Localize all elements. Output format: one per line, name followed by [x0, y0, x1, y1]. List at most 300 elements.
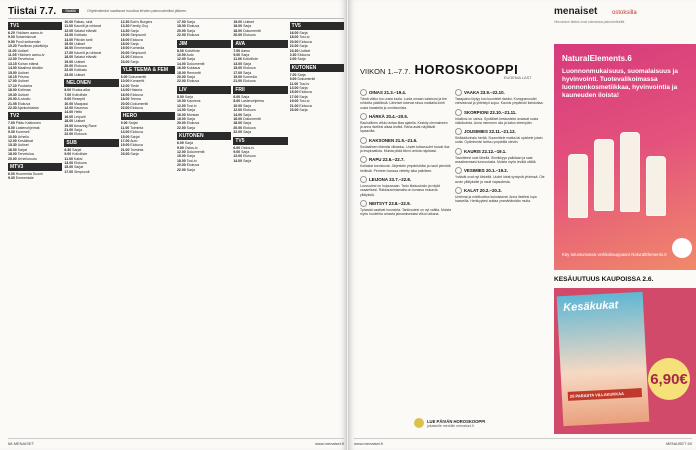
program-time: 13.00 — [64, 33, 74, 38]
zodiac-sign-heading — [455, 89, 546, 96]
zodiac-icon — [360, 113, 367, 120]
zodiac-sign-text: Unelmat ja mielikuvitus kukoistavat. Anna itsellesi lupa haaveilla. Herkkyytesi auttaa ymmärtämään muita. — [455, 194, 537, 204]
program-time: 14.00 — [120, 88, 130, 93]
channel-heading: YLE TEEMA & FEM — [121, 66, 175, 74]
zodiac-icon — [455, 109, 462, 116]
program-entry — [290, 108, 344, 112]
program-title: Elokuva — [297, 53, 310, 58]
right-footer — [354, 438, 692, 446]
zodiac-sign-text: Kotiasiat korostuvat. Järjestele ympäristöäsi ja nauti pienistä hetkistä. Perheen kanssa vietetty aika palkitsee. — [360, 164, 451, 173]
program-title: Toiminta — [130, 147, 144, 152]
program-time: 20.00 — [176, 75, 186, 80]
program-title: Sarja — [186, 116, 195, 121]
program-title: Sarja — [186, 108, 195, 113]
program-entry — [290, 57, 344, 61]
zodiac-sign-heading — [455, 187, 546, 194]
ad-headline: Luonnonmukaisuus, suomalaisuus ja hyvinvointi. Tuotevalikoimassa luonnonkosmetiikkaa, hyvinvointia ja kauneuden iloista! — [562, 68, 678, 99]
program-time: 20.00 — [120, 101, 130, 106]
program-time: 6.00 — [176, 141, 184, 146]
program-title: Komedia — [243, 75, 257, 80]
program-time: 20.00 — [233, 125, 243, 130]
program-title: Teema — [130, 97, 141, 102]
program-time: 19.00 — [233, 75, 243, 80]
program-title: Kotiviihde — [72, 152, 88, 157]
zodiac-icon — [455, 167, 462, 174]
week-label: VIIKON 1.–7.7. — [360, 67, 411, 76]
program-title: Amazing Race — [73, 123, 97, 128]
zodiac-sign-heading — [360, 200, 451, 207]
program-time: 21.00 — [120, 147, 130, 152]
zodiac-sign-name: RAPU 22.6.–22.7. — [369, 157, 405, 163]
program-time: 23.00 — [289, 108, 299, 113]
program-title: Sarja — [243, 24, 252, 29]
program-time: 10.00 — [8, 134, 17, 139]
channel-heading: JIM — [177, 40, 231, 48]
program-title: Elokuva — [243, 79, 256, 84]
program-title: Sarjat — [74, 165, 84, 170]
program-time: 16.00 — [176, 112, 186, 117]
program-title: Elokuva — [243, 66, 256, 71]
program-time: 20.00 — [120, 50, 130, 55]
listing-column — [177, 20, 231, 436]
program-title: Elokuva — [17, 101, 31, 106]
program-time: 16.00 — [176, 66, 186, 71]
price-badge: 6,90€ — [648, 358, 690, 400]
program-title: Tosi-tv — [299, 99, 310, 104]
program-title: Sarjat — [17, 147, 27, 152]
program-title: Kotiviihde — [242, 57, 259, 62]
program-time: 20.00 — [233, 33, 243, 38]
program-time: 20.00 — [8, 97, 17, 102]
program-time: 15.00 — [176, 154, 186, 159]
program-time: 23.30 — [289, 48, 299, 53]
zodiac-sign-heading — [360, 113, 451, 120]
horoscope-title: HOROSKOOPPI — [414, 62, 519, 77]
program-title: Auto — [186, 53, 194, 58]
program-time: 12.00 — [176, 57, 186, 62]
program-title: Elokuva — [299, 90, 312, 95]
program-time: 22.00 — [233, 130, 243, 135]
program-title: Uutiset — [74, 72, 85, 77]
program-title: Elokuva — [299, 103, 312, 108]
magazine-cover — [557, 292, 650, 426]
program-time: 6.00 — [64, 88, 72, 93]
page-title: Tiistai 7.7. — [8, 5, 57, 17]
program-time: 15.00 — [120, 33, 130, 38]
program-title: Kauniit ja rohkeat — [74, 50, 102, 55]
program-title: Elokuva — [186, 163, 200, 168]
program-time: 6.00 — [233, 145, 241, 150]
program-time: 22.00 — [289, 44, 299, 49]
program-time: 8.00 — [176, 48, 184, 53]
program-title: Kotiviihde — [184, 48, 200, 53]
program-title: Dokumentti — [243, 28, 261, 33]
program-title: Sarja — [241, 53, 250, 58]
program-title: Lastenohjelma — [241, 99, 264, 104]
shopping-column — [550, 0, 696, 440]
program-time: 6.30 — [64, 147, 72, 152]
program-entry — [177, 79, 231, 83]
listing-disclaimer: Ohjelmatiedot saattavat muuttua lehden painovalmiiksi jälkeen. — [86, 9, 188, 13]
program-title: Sarja — [130, 42, 139, 47]
horoscope-footer — [414, 418, 485, 428]
program-title: Elokuva — [130, 130, 143, 135]
program-title: Ostos-tv — [184, 145, 198, 150]
horoscope-columns — [360, 86, 546, 416]
program-title: Kesäkisat — [17, 138, 33, 143]
magazine-url: www.menaiset.fi — [315, 441, 344, 446]
program-title: Sarja — [243, 121, 252, 126]
program-time: 21.00 — [64, 127, 74, 132]
listing-columns — [8, 20, 344, 436]
program-entry — [8, 176, 62, 180]
program-title: Salatut elämät — [74, 55, 97, 60]
program-time: 9.00 — [64, 152, 72, 157]
program-time: 16.00 — [289, 31, 299, 35]
program-title: Uutiset — [17, 48, 29, 53]
program-title: Puutarha — [17, 83, 32, 88]
program-time: 22.00 — [176, 125, 186, 130]
kesakukat-ad — [554, 288, 696, 434]
program-time: 21.00 — [120, 55, 130, 60]
program-time: 14.00 — [64, 37, 74, 42]
program-title: Simpsonit — [130, 50, 146, 55]
program-title: Sarja — [243, 158, 252, 163]
horoscope-header — [360, 62, 546, 77]
brand-logo: menaiset — [554, 6, 598, 17]
bottle-image — [620, 132, 640, 212]
bottle-image — [646, 156, 666, 216]
program-time: 9.00 — [289, 77, 297, 82]
zodiac-sign-heading — [360, 156, 451, 163]
program-time: 18.00 — [120, 42, 130, 47]
daily-horoscope-title: LUE PÄIVÄN HOROSKOOPPI — [427, 418, 486, 424]
zodiac-sign-text: Intuitiosi on vahva. Syvälliset keskustelut avaavat uusia näkökulmia. Anna menneen olla ja katso eteenpäin. — [455, 116, 539, 125]
program-title: Emmerdale — [74, 46, 92, 51]
program-title: Sarja — [186, 125, 195, 130]
program-time: 15.00 — [8, 70, 17, 75]
program-title: Dokumentti — [297, 77, 316, 82]
program-title: Emmerdale — [15, 176, 34, 181]
brand-tag: ostoksilla — [612, 10, 637, 16]
program-time: 17.00 — [233, 70, 243, 75]
program-time: 13.00 — [64, 160, 74, 165]
program-title: Toiminta — [130, 125, 144, 130]
program-time: 17.00 — [289, 94, 299, 99]
program-title: Sarja — [186, 167, 195, 172]
channel-heading: TV5 — [290, 22, 344, 30]
zodiac-sign-text: Rauhallinen viikko antaa tilaa ajatella. Keskity olennaiseen ja anna itsellesi aikaa levätä. Raha-asiat näyttävät lupaavilta. — [360, 120, 448, 134]
program-title: Sarja — [184, 94, 193, 99]
program-title: Uutiset — [74, 59, 85, 64]
zodiac-sign-name: VESIMIES 20.1.–19.2. — [464, 168, 508, 174]
program-title: Tervetuloa — [17, 152, 34, 157]
program-title: Remontti — [186, 70, 201, 75]
program-time: 23.00 — [64, 72, 74, 77]
program-title: Uutiset — [74, 42, 85, 47]
program-time: 16.15 — [8, 75, 17, 80]
program-time: 10.00 — [176, 53, 186, 58]
program-title: Dokumentti — [186, 61, 205, 66]
program-time: 10.00 — [120, 79, 130, 84]
program-title: Elokuva — [186, 79, 200, 84]
program-time: 9.00 — [8, 35, 15, 40]
program-time: 20.00 — [289, 39, 299, 44]
program-time: 23.00 — [120, 152, 130, 157]
program-time: 14.00 — [176, 108, 186, 113]
program-title: Uutiset — [17, 92, 29, 97]
natural-elements-ad — [554, 44, 696, 270]
program-time: 2.00 — [289, 57, 297, 62]
program-title: Sarja — [243, 70, 252, 75]
zodiac-sign-text: Tavoitteesi ovat lähellä. Sinnikkyys palkitaan ja saat ansaitsemaasi tunnustusta. Muista myös levätä välillä. — [455, 155, 537, 165]
program-title: Ykkösen aamu-tv — [15, 31, 43, 35]
program-title: Elokuva — [186, 121, 200, 126]
program-title: Sotaelokuvat — [15, 35, 37, 40]
program-title: Sarja — [299, 108, 308, 113]
program-title: Sarja — [241, 94, 250, 99]
zodiac-sign-heading — [360, 89, 451, 96]
program-title: Family Guy — [130, 24, 149, 29]
program-time: 14.00 — [8, 66, 17, 71]
program-time: 9.00 — [176, 145, 184, 150]
program-title: Kokkaus — [186, 66, 201, 71]
horoscope-column — [360, 86, 451, 416]
program-title: Konsertti — [130, 79, 145, 84]
zodiac-sign-text: Seikkailunhalu herää. Suunnittele matka tai opiskele jotain uutta. Optimismisi tarttuu ympärillä oleviin. — [455, 136, 543, 145]
program-time: 9.50 — [8, 39, 15, 44]
program-entry — [177, 126, 231, 130]
listing-column — [64, 20, 118, 436]
program-time: 11.00 — [64, 156, 73, 161]
program-title: Morsian — [186, 112, 200, 117]
program-title: Urheiluruutu — [17, 156, 37, 161]
program-time: 6.00 — [8, 171, 15, 176]
magazine-name: MENAISET — [13, 441, 35, 446]
program-time: 12.30 — [120, 20, 130, 24]
brand-disclaimer: Hinnaston tiedot ovat voimassa painohetkellä. — [554, 20, 626, 24]
program-title: Leipurit — [74, 114, 86, 119]
program-title: Sarja — [297, 72, 306, 77]
program-title: Elokuva — [130, 37, 143, 42]
zodiac-sign-heading — [360, 137, 451, 144]
program-title: Sarja — [299, 44, 308, 49]
program-time: 21.05 — [8, 101, 17, 106]
program-time: 9.30 — [8, 130, 15, 135]
channel-heading: TV5 — [233, 137, 287, 145]
zodiac-sign-name: LEIJONA 23.7.–22.8. — [369, 176, 412, 182]
program-time: 22.00 — [120, 105, 130, 110]
zodiac-icon — [360, 176, 367, 183]
program-title: Elokuva — [130, 143, 143, 148]
program-time: 7.00 — [64, 92, 72, 97]
zodiac-sign-text: Tämä viikko tuo uusia tuulia. Luota omaan vaistoosi ja tee rohkeita päätöksiä. Läheiset tukevat sinua matkalla kohti uusia haasteita ja onnistumisia. — [360, 97, 447, 110]
channel-heading: TV2 — [8, 112, 62, 120]
program-time: 14.30 — [120, 28, 130, 33]
program-time: 12.00 — [233, 154, 243, 159]
program-title: Pauliinan päiväkirja — [17, 44, 48, 49]
program-time: 9.30 — [8, 176, 15, 181]
page-number: 68 — [8, 441, 13, 446]
channel-heading: KUTONEN — [177, 132, 231, 140]
program-title: Sarja — [186, 20, 195, 24]
program-time: 12.00 — [176, 149, 186, 154]
horoscope-section — [354, 0, 544, 450]
program-time: 12.00 — [64, 105, 74, 110]
program-time: 22.30 — [8, 105, 17, 110]
program-time: 13.30 — [120, 24, 130, 29]
program-entry — [233, 33, 287, 37]
program-time: 20.00 — [176, 121, 186, 126]
program-time: 18.00 — [176, 158, 186, 163]
program-time: 9.00 — [120, 121, 128, 126]
listing-column — [8, 20, 62, 436]
program-time: 19.30 — [8, 92, 17, 97]
channel-heading: NELONEN — [64, 79, 118, 87]
program-title: Tosi-tv — [186, 103, 197, 108]
zodiac-icon — [360, 137, 367, 144]
program-time: 18.00 — [176, 70, 186, 75]
program-time: 8.00 — [233, 99, 241, 104]
program-title: Päivän tunti — [74, 37, 93, 42]
program-entry — [121, 106, 175, 110]
program-title: Uutiset — [17, 79, 29, 84]
program-title: Prisma — [17, 75, 29, 80]
program-title: Kaksi — [73, 156, 83, 161]
program-time: 20.00 — [176, 163, 186, 168]
program-time: 17.00 — [64, 169, 74, 174]
program-time: 7.00 — [233, 48, 241, 53]
sun-icon — [414, 418, 424, 428]
program-time: 8.00 — [8, 125, 15, 130]
program-time: 18.00 — [233, 121, 243, 126]
zodiac-icon — [360, 156, 367, 163]
program-time: 11.00 — [289, 81, 299, 86]
channel-heading: MTV3 — [8, 163, 62, 171]
zodiac-sign-name: VAAKA 23.9.–22.10. — [464, 90, 505, 95]
zodiac-sign-text: Sosiaalinen elämäsi vilkastuu. Uudet tuttavuudet tuovat iloa ja inspiraatiota. Muista pitää kiinni omista rajoistasi. — [360, 144, 450, 154]
program-time: 15.00 — [233, 66, 243, 71]
program-title: Bob's Burgers — [130, 20, 153, 24]
sale-title: KESÄUUTUUS KAUPOISSA 2.6. — [554, 276, 654, 283]
program-title: Elokuva — [74, 64, 87, 69]
program-title: Sarja — [186, 154, 195, 159]
magazine-cover-banner: 25 PARASTA VILLAKUKKAA — [568, 388, 642, 401]
program-time: 16.00 — [120, 92, 130, 97]
program-time: 11.00 — [8, 48, 17, 53]
program-time: 22.00 — [176, 79, 186, 84]
program-title: Ostos-tv — [241, 145, 255, 150]
program-entry — [64, 132, 118, 136]
program-title: Dokumentti — [186, 149, 205, 154]
listing-column — [121, 20, 175, 436]
zodiac-sign-name: JOUSIMIES 22.11.–21.12. — [464, 129, 516, 135]
program-title: Koiran elämä — [17, 61, 39, 66]
program-title: Sarja — [241, 149, 250, 154]
zodiac-sign-name: OINAS 21.3.–19.4. — [369, 90, 407, 95]
program-title: Kauneus — [186, 99, 201, 104]
program-title: Elokuva — [186, 24, 200, 29]
channel-heading: KUTONEN — [290, 64, 344, 72]
program-time: 15.00 — [120, 134, 130, 139]
program-time: 12.00 — [8, 138, 17, 143]
program-entry — [233, 130, 287, 134]
program-time: 9.00 — [233, 149, 241, 154]
channel-heading: SUB — [64, 139, 118, 147]
program-title: Uutiset — [243, 20, 254, 24]
program-time: 18.00 — [8, 152, 17, 157]
program-time: 14.00 — [64, 110, 74, 115]
program-time: 10.00 — [64, 101, 74, 106]
program-title: Sarja — [130, 28, 139, 33]
program-time: 12.00 — [120, 83, 130, 88]
horoscope-column — [455, 86, 546, 416]
program-time: 19.00 — [64, 123, 74, 128]
program-time: 10.00 — [233, 103, 243, 108]
program-entry — [64, 73, 118, 77]
program-title: Sarja — [186, 75, 195, 80]
program-entry — [8, 157, 62, 161]
program-title: Sarja — [186, 28, 195, 33]
program-title: Kotimaa — [17, 88, 31, 93]
ad-title: NaturalElements.6 — [562, 54, 632, 63]
program-title: Pikku Kakkonen — [15, 121, 41, 126]
program-time: 6.20 — [8, 31, 15, 35]
program-time: 23.00 — [120, 59, 130, 64]
program-title: A-studio — [17, 97, 31, 102]
program-title: Sarjat — [130, 134, 140, 139]
magazine-cover-title: Kesäkukat — [562, 299, 619, 315]
program-title: Dokumentti — [128, 75, 147, 80]
program-time: 18.00 — [176, 24, 186, 29]
zodiac-sign-text: Ystävät ovat nyt tärkeitä. Uudet ideat syntyvät yhdessä. Ole avoin yllätyksille ja nauti vapaudesta. — [455, 175, 545, 184]
program-time: 9.00 — [233, 53, 241, 58]
program-entry — [121, 60, 175, 64]
zodiac-icon — [360, 200, 367, 207]
program-title: Sarjat — [72, 147, 82, 152]
listing-column — [233, 20, 287, 436]
program-title: Uutiset — [17, 143, 29, 148]
program-title: Elokuva — [243, 125, 256, 130]
program-time: 21.00 — [233, 79, 243, 84]
program-title: Kauniit ja rohkeat — [73, 24, 101, 29]
channel-heading: FRII — [233, 86, 287, 94]
program-title: Sarja — [243, 61, 252, 66]
program-time: 12.00 — [64, 28, 74, 33]
program-title: Sarja — [243, 103, 252, 108]
program-time: 19.00 — [120, 46, 130, 51]
program-title: Sarja — [297, 57, 306, 62]
program-title: Elokuva — [130, 92, 143, 97]
ad-footer: Käy tutustumassa verkkokauppaan! NaturalElements.6 — [562, 252, 667, 257]
program-title: Ykkösen aamu-tv — [17, 53, 45, 58]
magazine-name: MENAISET — [666, 441, 687, 446]
program-title: Reseptit — [72, 97, 85, 102]
program-time: 16.00 — [233, 116, 243, 121]
program-title: Ruoka-aika — [72, 88, 90, 93]
program-title: Auto — [130, 138, 138, 143]
zodiac-sign-name: KAKSONEN 21.5.–21.6. — [369, 137, 418, 143]
program-time: 18.00 — [176, 116, 186, 121]
magazine-url: www.menaiset.fi — [354, 441, 383, 446]
program-title: Elokuva — [186, 33, 200, 38]
program-time: 7.00 — [289, 72, 297, 77]
program-title: Elokuva — [74, 132, 87, 137]
program-title: Uutiset — [299, 48, 311, 53]
program-time: 18.00 — [8, 88, 17, 93]
program-time: 16.00 — [120, 37, 130, 42]
program-entry — [233, 79, 287, 83]
